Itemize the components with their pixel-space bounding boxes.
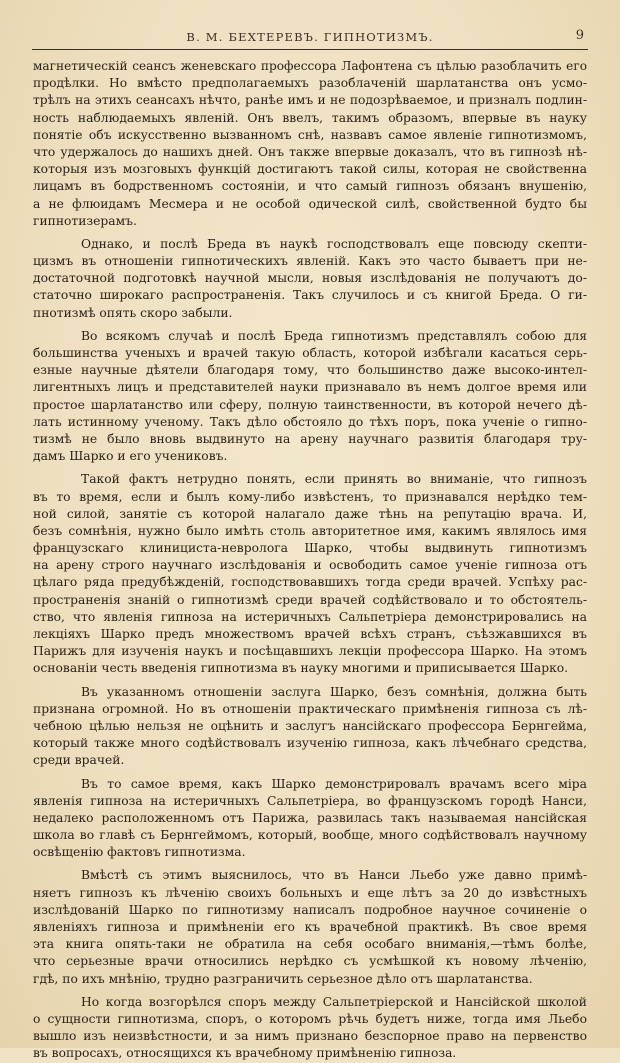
header-rule [32, 49, 588, 50]
text-line: чебною цѣлью нельзя не оцѣнить и заслугъ нансiйскаго профессора Бернгейма, [33, 718, 587, 733]
text-line: пнотизмѣ опять скоро забыли. [33, 305, 233, 320]
text-line: среди врачей. [33, 753, 125, 768]
text-line: Во всякомъ случаѣ и послѣ Бреда гипнотизмъ представлялъ собою для [81, 328, 587, 343]
text-line: вышло изъ неизвѣстности, и за нимъ признано безспорное право на первенство [33, 1029, 587, 1044]
text-line: гдѣ, по ихъ мнѣнiю, трудно разграничить серьезное дѣло отъ шарлатанства. [33, 971, 533, 986]
text-line: Вмѣстѣ съ этимъ выяснилось, что въ Нанси Льебо уже давно примѣ- [81, 868, 587, 883]
text-line: который также много содѣйствовалъ изученiю гипноза, какъ лѣчебнаго средства, [33, 736, 587, 751]
text-line: лицамъ въ бодрственномъ состоянiи, и что самый гипнозъ обязанъ внушенiю, [33, 179, 587, 194]
text-line: дамъ Шарко и его учениковъ. [33, 449, 228, 464]
text-line: цѣлаго ряда предубѣжденiй, господствовавшихъ тогда среди врачей. Успѣху рас- [33, 575, 587, 590]
text-line: простое шарлатанство или сферу, полную таинственности, въ которой нечего дѣ- [33, 397, 587, 412]
text-line: Такой фактъ нетрудно понять, если принять во вниманiе, что гипнозъ [81, 472, 587, 487]
text-line: французскаго клинициста-невролога Шарко, чтобы выдвинуть гипнотизмъ [33, 541, 587, 556]
text-line: признана огромной. Но въ отношенiи практическаго примѣненiя гипноза съ лѣ- [33, 701, 587, 716]
text-line: въ то время, если и былъ кому-либо извѣстенъ, то признавался нерѣдко тем- [33, 489, 587, 504]
text-line: магнетическiй сеансъ женевскаго профессора Лафонтена съ цѣлью разоблачить его [33, 59, 587, 73]
paragraph [33, 58, 587, 230]
text-line: освѣщенiю фактовъ гипнотизма. [33, 845, 246, 860]
text-line: Въ то самое время, какъ Шарко демонстрировалъ врачамъ всего мiра [81, 776, 587, 791]
text-line: цизмъ въ отношенiи гипнотическихъ явленiй. Какъ это часто бываетъ при не- [33, 254, 587, 269]
text-line: безъ сомнѣнiя, нужно было имѣть столь авторитетное имя, какимъ являлось имя [33, 523, 587, 538]
paragraph [33, 867, 587, 987]
paragraph [33, 236, 587, 322]
text-line: школа во главѣ съ Бернгеймомъ, который, вообще, много содѣйствовалъ научному [33, 828, 587, 843]
paragraph [33, 471, 587, 677]
text-line: на арену строго научнаго изслѣдованiя и освободить самое ученiе гипноза отъ [33, 558, 587, 573]
text-line: ство, что явленiя гипноза на истеричныхъ Сальпетрiера демонстрировались на [33, 609, 587, 624]
text-line: а не флюидамъ Месмера и не особой одической силѣ, свойственной будто бы [33, 196, 587, 211]
text-line: достаточной подготовкѣ научной мысли, новыя изслѣдованiя не получаютъ до- [33, 271, 587, 286]
text-line: статочно широкаго распространенiя. Такъ случилось и съ книгой Бреда. О ги- [33, 288, 587, 303]
text-line: Однако, и послѣ Бреда въ наукѣ господствовалъ еще повсюду скепти- [81, 236, 587, 251]
page-number: 9 [575, 28, 584, 43]
text-line: эта книга опять-таки не обратила на себя особаго вниманiя,—тѣмъ болѣе, [33, 937, 587, 952]
running-title: В. М. БЕХТЕРЕВЪ. ГИПНОТИЗМЪ. [186, 30, 434, 44]
text-line: Парижъ для изученiя наукъ и посѣщавшихъ лекцiи профессора Шарко. На этомъ [33, 644, 587, 659]
paragraph [33, 776, 587, 862]
text-line: Въ указанномъ отношенiи заслуга Шарко, безъ сомнѣнiя, должна быть [81, 684, 587, 699]
running-header [32, 28, 588, 48]
text-line: въ вопросахъ, относящихся къ врачебному примѣненiю гипноза. [33, 1046, 457, 1061]
text-line: недалеко расположенномъ отъ Парижа, развилась такъ называемая нансiйская [33, 810, 587, 825]
text-line: что серьезные врачи относились нерѣдко съ усмѣшкой къ новому лѣченiю, [33, 954, 587, 969]
text-line: ность наблюдаемыхъ явленiй. Онъ ввелъ, такимъ образомъ, впервые въ науку [33, 110, 587, 125]
paragraph [33, 328, 587, 466]
text-line: основанiи честь введенiя гипнотизма въ науку многими и приписывается Шарко. [33, 661, 569, 676]
text-line: ной силой, занятiе съ которой налагало даже тѣнь на репутацiю врача. И, [33, 506, 587, 521]
paragraph [33, 994, 587, 1063]
text-line: явленiяхъ гипноза и примѣненiи его къ врачебной практикѣ. Въ свое время [33, 920, 587, 934]
text-line: большинства ученыхъ и врачей такую область, которой избѣгали касаться серь- [33, 346, 587, 360]
text-line: пространенiя знанiй о гипнотизмѣ среди врачей содѣйствовало и то обстоятель- [33, 592, 587, 607]
text-line: которыя изъ мозговыхъ функцiй достигаютъ такой силы, которая не свойственна [33, 162, 587, 177]
text-line: езные научные дѣятели благодаря тому, что большинство даже высоко-интел- [33, 363, 587, 378]
paragraph [33, 684, 587, 770]
text-line: продѣлки. Но вмѣсто предполагаемыхъ разоблаченiй шарлатанства онъ усмо- [33, 76, 587, 91]
text-line: трѣлъ на этихъ сеансахъ нѣчто, ранѣе имъ и не подозрѣваемое, и призналъ подлин- [33, 93, 587, 108]
text-line: изслѣдованiй Шарко по гипнотизму написалъ подробное научное сочиненiе о [33, 902, 587, 917]
text-line: гипнотизерамъ. [33, 213, 137, 228]
text-line: что удержалось до нашихъ дней. Онъ также впервые доказалъ, что въ гипнозѣ нѣ- [33, 144, 587, 159]
body-text [33, 58, 587, 1063]
text-line: няетъ гипнозъ къ лѣченiю своихъ больныхъ и еще лѣтъ за 20 до извѣстныхъ [33, 885, 587, 900]
text-line: понятiе объ искусственно вызванномъ снѣ, назвавъ самое явленiе гипнотизмомъ, [33, 127, 587, 142]
text-line: лигентныхъ лицъ и представителей науки признавало въ немъ долгое время или [33, 380, 587, 395]
text-line: о сущности гипнотизма, споръ, о которомъ рѣчь будетъ ниже, тогда имя Льебо [33, 1011, 587, 1026]
text-line: явленiя гипноза на истеричныхъ Сальпетрiера, во французскомъ городѣ Нанси, [33, 793, 587, 808]
text-line: лать истинному ученому. Такъ дѣло обстояло до тѣхъ поръ, пока ученiе о гипно- [33, 414, 587, 429]
text-line: тизмѣ не было вновь выдвинуто на арену научнаго развитiя благодаря тру- [33, 431, 587, 446]
text-line: лекцiяхъ Шарко предъ множествомъ врачей всѣхъ странъ, съѣзжавшихся въ [33, 627, 587, 641]
text-line: Но когда возгорѣлся споръ между Сальпетрiерской и Нансiйской школой [81, 994, 587, 1009]
